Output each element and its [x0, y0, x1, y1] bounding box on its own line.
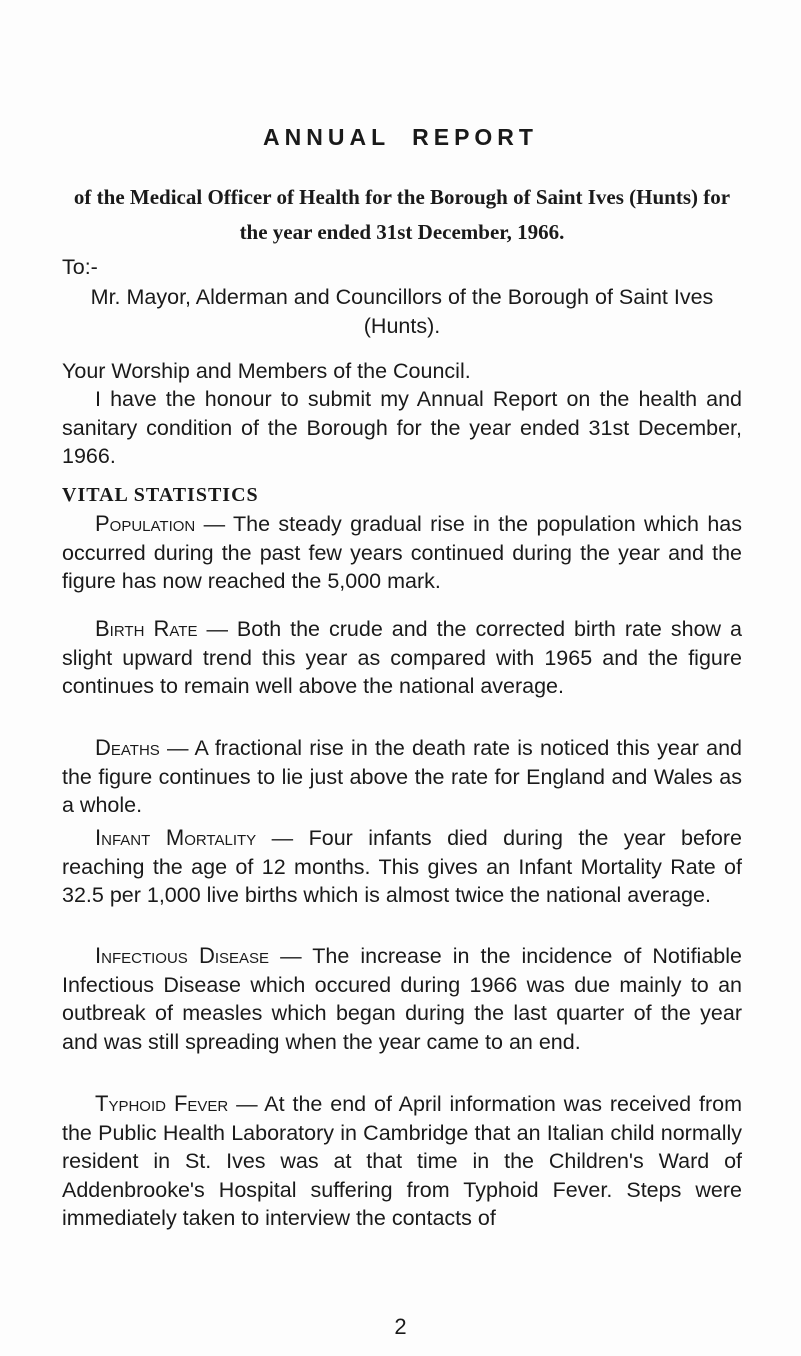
paragraph-title: Infant Mortality: [95, 825, 257, 850]
title-word-report: REPORT: [412, 124, 538, 150]
page-number: 2: [394, 1314, 407, 1339]
intro-paragraph: I have the honour to submit my Annual Report on the health and sanitary condition of the Borough for the year ended 31st December, 1966.: [62, 387, 742, 468]
paragraph-deaths: [62, 734, 742, 820]
paragraph-title: Population: [95, 511, 196, 536]
to-line: To:-: [62, 255, 98, 279]
paragraph-birth-rate: [62, 615, 742, 701]
paragraph-text: — A fractional rise in the death rate is noticed this year and the figure continues to lie just above the rate for England and Wales as a whole.: [62, 736, 742, 817]
report-subtitle: of the Medical Officer of Health for the Borough of Saint Ives (Hunts) for the year ended 31st December, 1966.: [73, 185, 731, 244]
paragraph-text: — At the end of April information was received from the Public Health Laboratory in Cambridge that an Italian child normally resident in St. Ives was at that time in the Children's Ward of Addenbrooke's Hospital suffering from Typhoid Fever. Steps were immediately taken to interview the contacts of: [62, 1092, 742, 1230]
paragraph-infant-mortality: [62, 824, 742, 910]
paragraph-text: — The steady gradual rise in the population which has occurred during the past few years continued during the year and the figure has now reached the 5,000 mark.: [62, 512, 742, 593]
paragraph-population: [62, 510, 742, 596]
paragraph-text: — The increase in the incidence of Notifiable Infectious Disease which occured during 1966 was due mainly to an outbreak of measles which began during the last quarter of the year and was still spreading when the year came to an end.: [62, 944, 742, 1054]
paragraph-text: — Both the crude and the corrected birth rate show a slight upward trend this year as compared with 1965 and the figure continues to remain well above the national average.: [62, 617, 742, 698]
paragraph-text: — Four infants died during the year before reaching the age of 12 months. This gives an Infant Mortality Rate of 32.5 per 1,000 live births which is almost twice the national average.: [62, 826, 742, 907]
title-word-annual: ANNUAL: [263, 124, 391, 150]
paragraph-title: Birth Rate: [95, 616, 198, 641]
report-title: [0, 124, 801, 151]
addressee: Mr. Mayor, Alderman and Councillors of the Borough of Saint Ives (Hunts).: [90, 285, 714, 338]
paragraph-title: Infectious Disease: [95, 943, 270, 968]
paragraph-title: Deaths: [95, 735, 160, 760]
paragraph-typhoid-fever: [62, 1090, 742, 1233]
paragraph-title: Typhoid Fever: [95, 1091, 229, 1116]
paragraph-infectious-disease: [62, 942, 742, 1056]
salutation: Your Worship and Members of the Council.: [62, 359, 471, 383]
section-heading: VITAL STATISTICS: [62, 484, 259, 506]
